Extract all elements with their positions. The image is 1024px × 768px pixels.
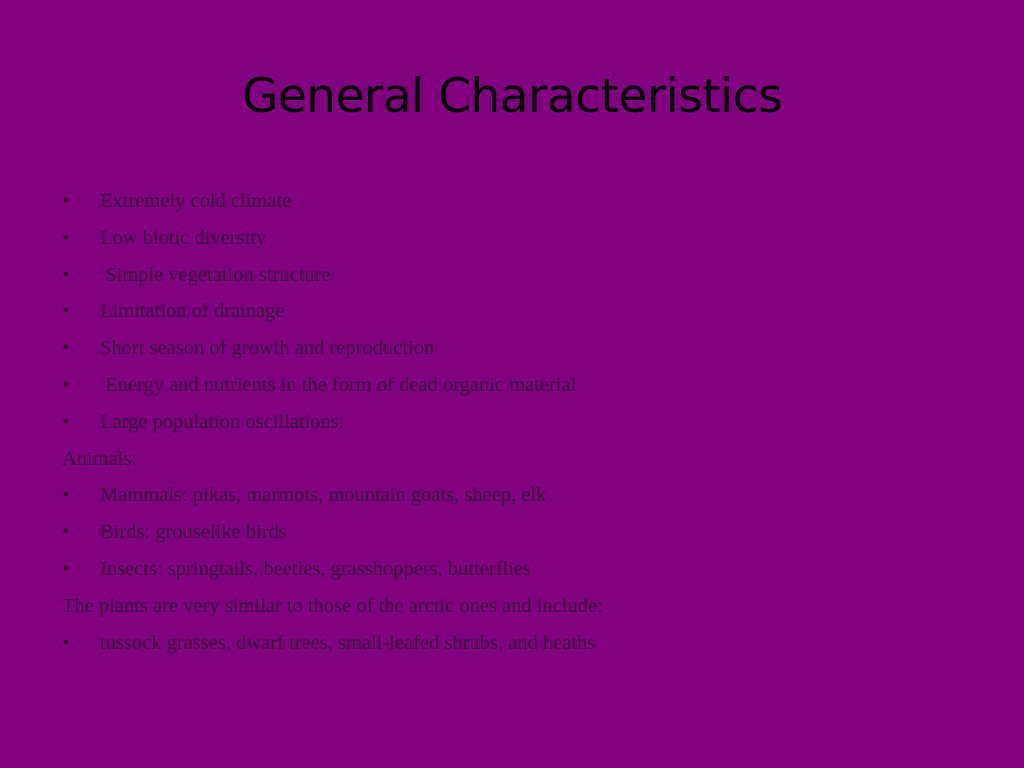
bullet-item (62, 367, 1002, 404)
bullet-item (62, 551, 1002, 588)
bullet-item (62, 477, 1002, 514)
slide-title: General Characteristics (241, 69, 783, 124)
bullet-item-text: Insects: springtails, beetles, grasshoppers, butterflies (100, 557, 531, 580)
bullet-item-text: Birds: grouselike birds (100, 521, 287, 544)
bullet-icon: • (62, 557, 70, 580)
bullet-item-text: Simple vegetation structure (100, 263, 331, 286)
bullet-icon: • (62, 373, 70, 396)
section-heading-text: The plants are very similar to those of the arctic ones and include: (62, 594, 603, 617)
section-heading-text: Animals: (62, 447, 138, 470)
section-heading-animals (62, 441, 1002, 478)
bullet-item-text: Low biotic diversity (100, 226, 267, 249)
section-heading-plants (62, 588, 1002, 625)
bullet-icon: • (62, 300, 70, 323)
bullet-item-text: Limitation of drainage (100, 300, 285, 323)
bullet-item (62, 183, 1002, 220)
bullet-icon: • (62, 410, 70, 433)
bullet-item (62, 514, 1002, 551)
bullet-icon: • (62, 337, 70, 360)
bullet-icon: • (62, 484, 70, 507)
bullet-icon: • (62, 521, 70, 544)
bullet-icon: • (62, 631, 70, 654)
bullet-icon: • (62, 226, 70, 249)
bullet-item-text: Short season of growth and reproduction (100, 337, 435, 360)
bullet-item (62, 220, 1002, 257)
bullet-item-text: Energy and nutrients in the form of dead organic material (100, 373, 577, 396)
bullet-item (62, 625, 1002, 662)
bullet-item (62, 257, 1002, 294)
bullet-item (62, 293, 1002, 330)
bullet-item-text: Mammals: pikas, marmots, mountain goats, sheep, elk (100, 484, 547, 507)
slide-body (62, 183, 1002, 661)
bullet-icon: • (62, 263, 70, 286)
bullet-item-text: Extremely cold climate (100, 190, 292, 212)
bullet-item (62, 404, 1002, 441)
bullet-item-text: Large population oscillations. (100, 410, 344, 433)
bullet-item (62, 330, 1002, 367)
bullet-item-text: tussock grasses, dwarf trees, small-leafed shrubs, and heaths (100, 631, 596, 654)
bullet-icon: • (62, 190, 70, 212)
